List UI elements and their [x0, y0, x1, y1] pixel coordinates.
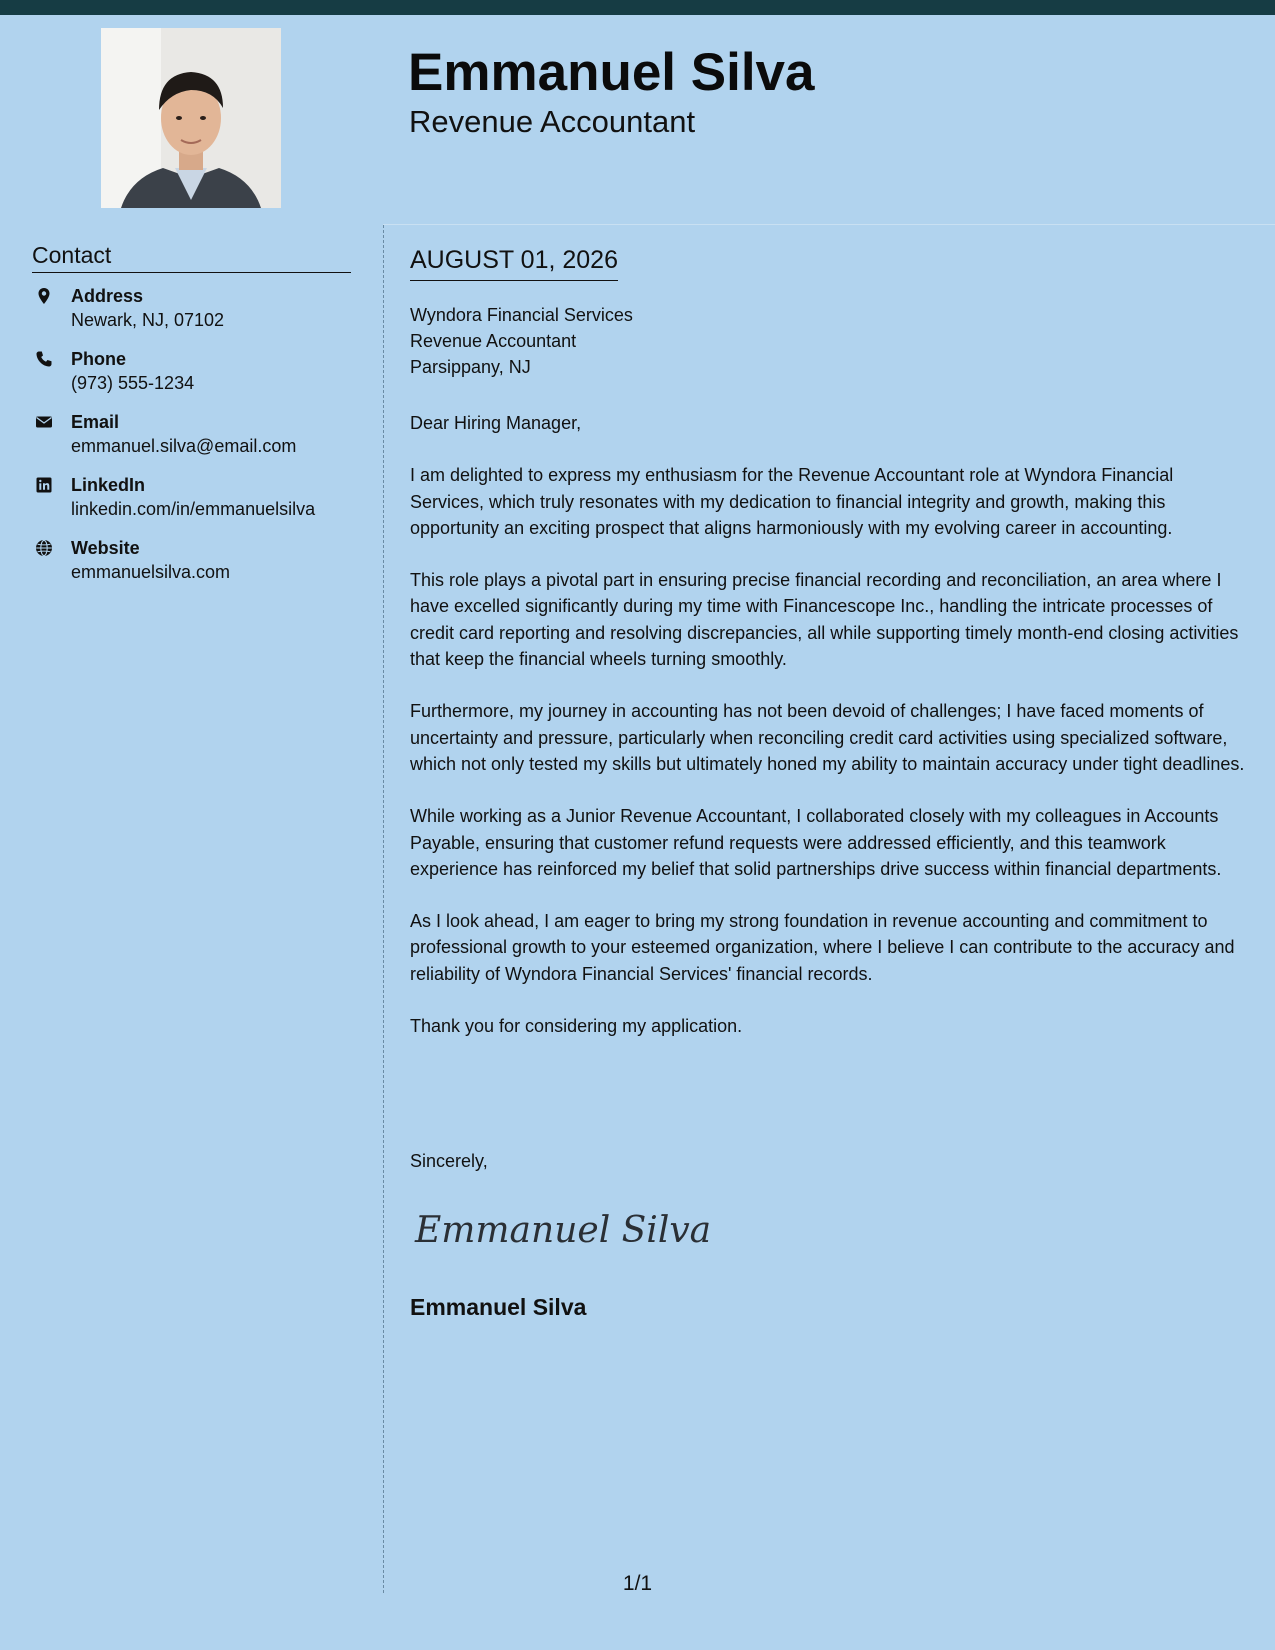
recipient-company: Wyndora Financial Services [410, 305, 633, 325]
recipient-position: Revenue Accountant [410, 331, 577, 351]
contact-item-website [32, 535, 352, 598]
envelope-icon [35, 413, 53, 431]
letter-date: AUGUST 01, 2026 [410, 244, 618, 281]
closing: Sincerely, [410, 1151, 488, 1171]
salutation: Dear Hiring Manager, [410, 413, 582, 433]
contact-value: (973) 555-1234 [71, 373, 195, 393]
contact-label: LinkedIn [71, 475, 146, 495]
letter-paragraph: This role plays a pivotal part in ensuring precise financial recording and reconciliation, an area where I have excelled significantly during my time with Financescope Inc., handling the intricate processes of credit card reporting and resolving discrepancies, all while supporting timely month-end closing activities that keep the financial wheels turning smoothly. [410, 570, 1239, 670]
signed-name: Emmanuel Silva [410, 1294, 587, 1320]
contact-label: Phone [71, 349, 127, 369]
candidate-title: Revenue Accountant [409, 104, 696, 139]
linkedin-icon [35, 476, 53, 494]
contact-label: Email [71, 412, 120, 432]
contact-value: linkedin.com/in/emmanuelsilva [71, 499, 316, 519]
signature-text: Emmanuel Silva [415, 1210, 712, 1251]
letter-paragraph: I am delighted to express my enthusiasm for the Revenue Accountant role at Wyndora Financial Services, which truly resonates with my dedication to financial integrity and growth, making this opportunity an exciting prospect that aligns harmoniously with my evolving career in accounting. [410, 465, 1174, 538]
contact-value: Newark, NJ, 07102 [71, 310, 225, 330]
contact-item-linkedin [32, 472, 352, 535]
letter-paragraph: While working as a Junior Revenue Accountant, I collaborated closely with my colleagues in Accounts Payable, ensuring that customer refund requests were addressed efficiently, and this teamwork experience has reinforced my belief that solid partnerships drive success within financial departments. [410, 806, 1222, 879]
header-divider [383, 224, 1275, 225]
column-divider [383, 225, 384, 1593]
letter-paragraph: Furthermore, my journey in accounting has not been devoid of challenges; I have faced moments of uncertainty and pressure, particularly when reconciling credit card activities using specialized software, which not only tested my skills but ultimately honed my ability to maintain accuracy under tight deadlines. [410, 701, 1245, 774]
contact-heading: Contact [32, 240, 351, 273]
letter-paragraph: As I look ahead, I am eager to bring my strong foundation in revenue accounting and commitment to professional growth to your esteemed organization, where I believe I can contribute to the accuracy and reliability of Wyndora Financial Services' financial records. [410, 911, 1235, 984]
recipient-location: Parsippany, NJ [410, 357, 531, 377]
top-accent-bar [0, 0, 1275, 15]
page-number: 1/1 [622, 1572, 653, 1595]
profile-photo [101, 28, 281, 208]
recipient-block [410, 302, 633, 380]
globe-icon [35, 539, 53, 557]
contact-list [32, 283, 352, 598]
signature [413, 1200, 712, 1260]
contact-item-phone [32, 346, 352, 409]
candidate-name: Emmanuel Silva [408, 43, 815, 102]
contact-value: emmanuel.silva@email.com [71, 436, 297, 456]
map-pin-icon [35, 287, 53, 305]
contact-item-address [32, 283, 352, 346]
contact-label: Website [71, 538, 140, 558]
contact-value: emmanuelsilva.com [71, 562, 231, 582]
letter-body [410, 410, 1248, 1065]
phone-icon [35, 350, 53, 368]
contact-label: Address [71, 286, 144, 306]
contact-item-email [32, 409, 352, 472]
letter-paragraph: Thank you for considering my application. [410, 1016, 743, 1037]
